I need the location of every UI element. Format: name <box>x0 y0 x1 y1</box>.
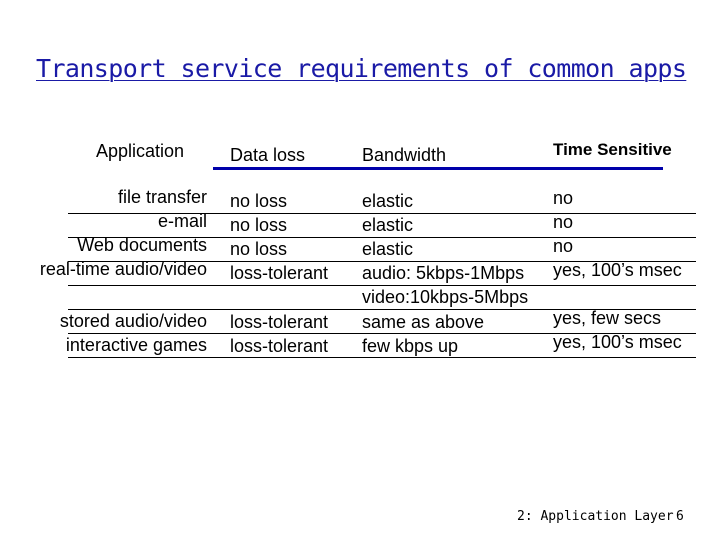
group1-time-sensitive-yes-column <box>553 258 682 282</box>
app-cell: interactive games <box>65 335 207 355</box>
group2-application-column <box>0 309 207 357</box>
header-time-sensitive: Time Sensitive <box>553 140 672 159</box>
header-bandwidth: Bandwidth <box>362 145 447 165</box>
bandwidth-cell: elastic <box>362 215 414 235</box>
app-cell: Web documents <box>77 235 207 255</box>
group2-time-sensitive-column <box>553 306 682 354</box>
app-cell: e-mail <box>157 211 207 231</box>
group1-application-column <box>0 185 207 281</box>
data-loss-cell: no loss <box>230 239 288 259</box>
bandwidth-cell: few kbps up <box>362 336 459 356</box>
time-sensitive-cell: yes, few secs <box>553 308 662 328</box>
bandwidth-cell: elastic <box>362 239 414 259</box>
app-cell: file transfer <box>117 187 207 207</box>
slide-title: Transport service requirements of common apps <box>36 54 687 83</box>
bandwidth-cell: audio: 5kbps-1Mbps <box>362 263 525 283</box>
footer-page-number: 6 <box>676 509 684 524</box>
header-application: Application <box>96 141 185 161</box>
header-data-loss: Data loss <box>230 145 306 165</box>
data-loss-cell: loss-tolerant <box>230 263 329 283</box>
data-loss-cell: loss-tolerant <box>230 312 329 332</box>
group1-data-loss-column <box>230 189 328 285</box>
footer-chapter: 2: Application Layer <box>517 509 674 524</box>
time-sensitive-cell: yes, 100’s msec <box>553 332 682 352</box>
bandwidth-cell: elastic <box>362 191 414 211</box>
header-separator <box>213 167 663 170</box>
group2-bandwidth-column <box>362 310 484 358</box>
data-loss-cell: loss-tolerant <box>230 336 329 356</box>
app-cell: stored audio/video <box>59 311 207 331</box>
group1-time-sensitive-no-column <box>470 186 573 258</box>
data-loss-cell: no loss <box>230 215 288 235</box>
bandwidth-cell: same as above <box>362 312 485 332</box>
time-sensitive-cell: no <box>552 188 573 208</box>
group2-data-loss-column <box>230 310 328 358</box>
data-loss-cell: no loss <box>230 191 288 211</box>
time-sensitive-cell: no <box>552 212 573 232</box>
time-sensitive-cell: no <box>552 236 573 256</box>
app-cell: real-time audio/video <box>39 259 207 279</box>
time-sensitive-cell: yes, 100’s msec <box>553 260 682 280</box>
bandwidth-cell: video:10kbps-5Mbps <box>362 287 529 307</box>
